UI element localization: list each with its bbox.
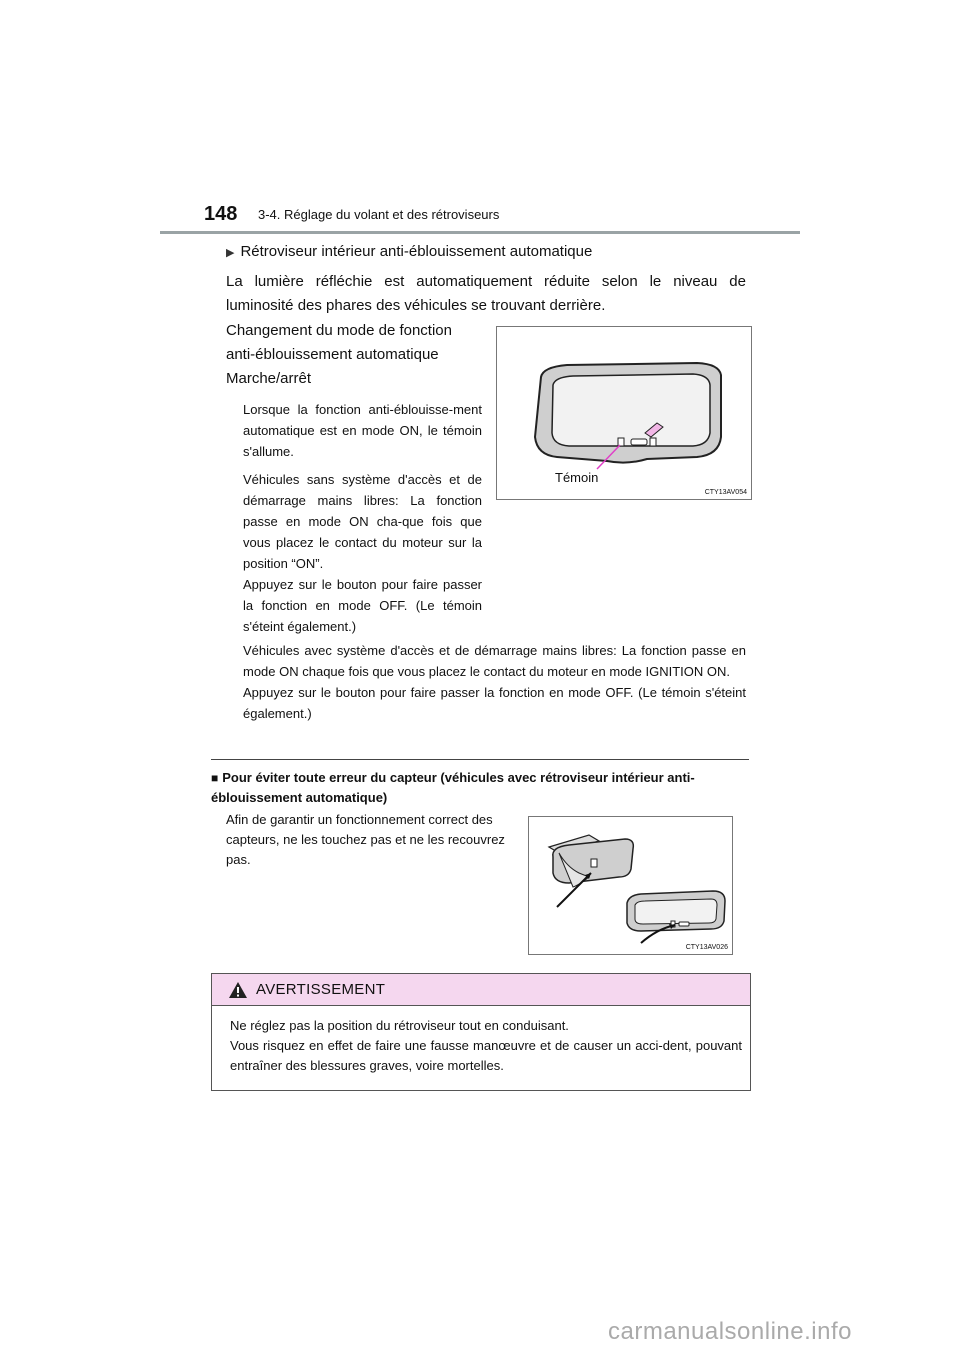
notice-body: Afin de garantir un fonctionnement correct des capteurs, ne les touchez pas et ne les recouvrez pas. — [226, 812, 505, 867]
notice-title: Pour éviter toute erreur du capteur (véhicules avec rétroviseur intérieur anti-éblouissement automatique) — [211, 770, 695, 805]
note-without-smart-key: Véhicules sans système d'accès et de démarrage mains libres: La fonction passe en mode ON cha-que fois que vous placez le contact du moteur sur la position “ON”. — [243, 472, 482, 571]
triangle-right-icon: ▶ — [226, 247, 235, 259]
warning-line-1: Ne réglez pas la position du rétroviseur tout en conduisant. — [230, 1018, 569, 1033]
rearview-mirror-illustration — [497, 327, 751, 499]
mode-subtitle: Marche/arrêt — [226, 370, 312, 387]
warning-line-2: Vous risquez en effet de faire une fausse manœuvre et de causer un acci-dent, pouvant entraîner des blessures graves, voire mortelles. — [230, 1038, 742, 1073]
sensor-figure — [528, 816, 733, 955]
warning-box — [211, 973, 751, 1091]
note-indicator: Lorsque la fonction anti-éblouisse-ment automatique est en mode ON, le témoin s'allume. — [243, 402, 482, 459]
section-item-title: Rétroviseur intérieur anti-éblouissement automatique — [240, 243, 593, 260]
mode-column — [226, 319, 482, 637]
section-item-heading — [226, 243, 592, 260]
wide-notes — [243, 640, 746, 724]
figure-code-2: CTY13AV026 — [685, 944, 728, 951]
mirror-figure — [496, 326, 752, 500]
mirror-sensors-illustration — [529, 817, 732, 954]
page-number: 148 — [204, 203, 238, 225]
figure-code: CTY13AV054 — [704, 489, 747, 496]
mode-title: Changement du mode de fonction anti-éblouissement automatique — [226, 322, 452, 363]
notice-heading — [211, 768, 749, 808]
warning-header — [212, 974, 750, 1006]
note-press-button-2: Appuyez sur le bouton pour faire passer la fonction en mode OFF. (Le témoin s'éteint également.) — [243, 685, 746, 721]
warning-text — [230, 1016, 742, 1076]
square-bullet-icon: ■ — [211, 771, 219, 785]
running-header: 3-4. Réglage du volant et des rétroviseurs — [258, 207, 500, 222]
warning-title: AVERTISSEMENT — [256, 981, 386, 998]
intro-paragraph: La lumière réfléchie est automatiquement réduite selon le niveau de luminosité des phares des véhicules se trouvant derrière. — [226, 273, 746, 314]
warning-triangle-icon — [228, 981, 248, 999]
watermark: carmanualsonline.info — [608, 1318, 852, 1345]
note-press-button: Appuyez sur le bouton pour faire passer la fonction en mode OFF. (Le témoin s'éteint également.) — [243, 577, 482, 634]
note-with-smart-key: Véhicules avec système d'accès et de démarrage mains libres: La fonction passe en mode ON chaque fois que vous placez le contact du moteur en mode IGNITION ON. — [243, 643, 746, 679]
indicator-label: Témoin — [555, 470, 599, 485]
header-rule — [160, 231, 800, 234]
section-separator — [211, 759, 749, 760]
